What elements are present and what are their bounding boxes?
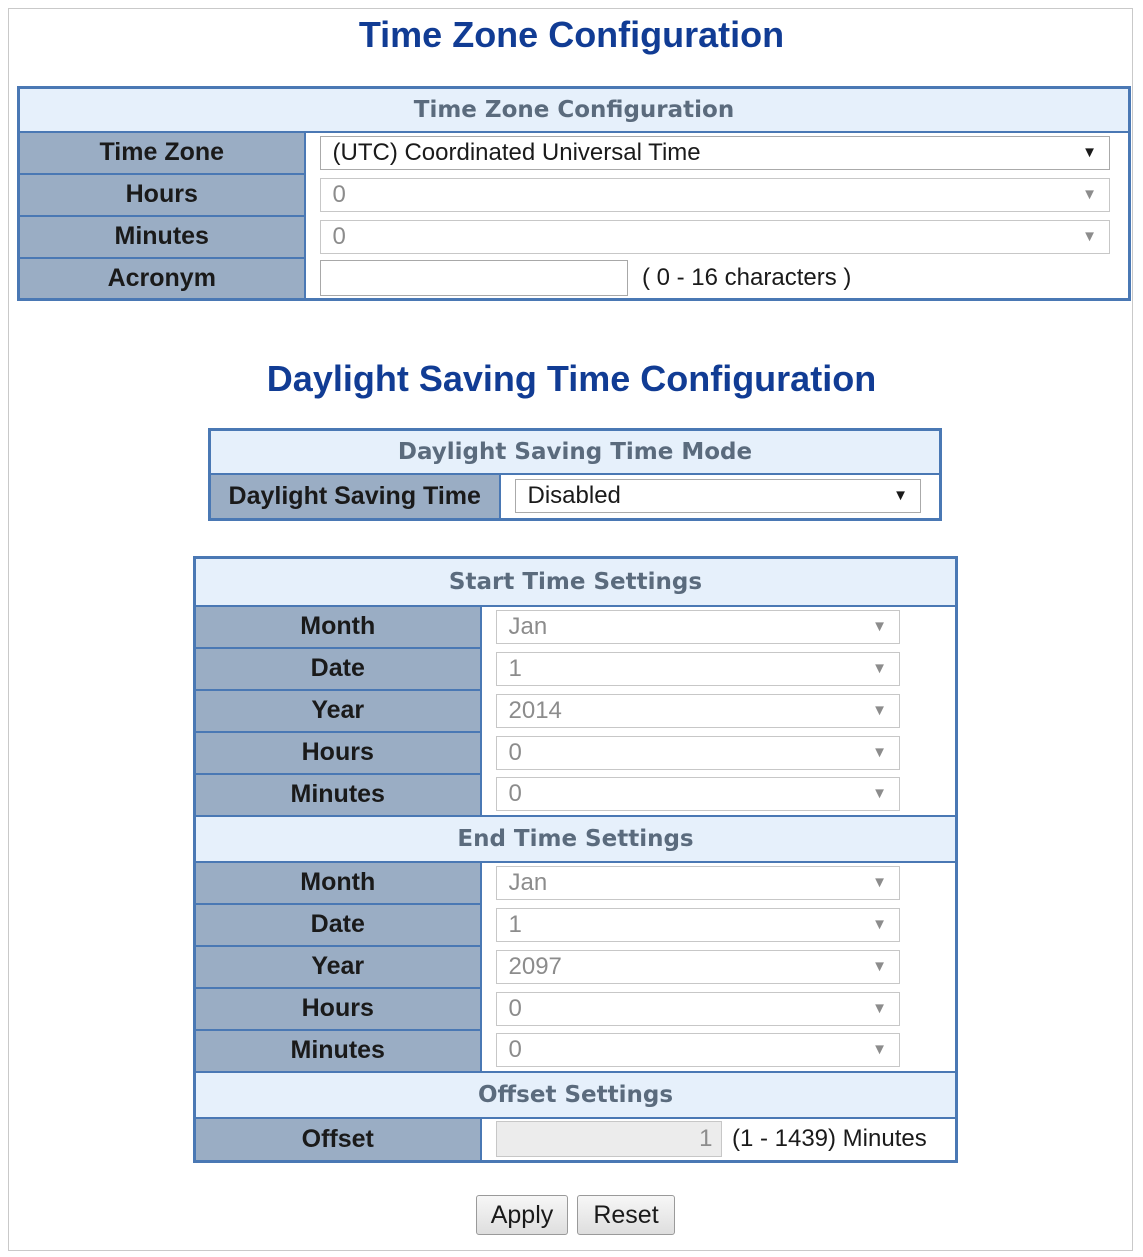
apply-button[interactable]: Apply (476, 1195, 568, 1235)
start-minutes-select[interactable] (496, 777, 901, 811)
start-month-label: Month (195, 606, 481, 648)
start-minutes-label: Minutes (195, 774, 481, 816)
chevron-down-icon: ▼ (872, 785, 887, 802)
start-year-select[interactable] (496, 694, 901, 728)
page-title: Time Zone Configuration (358, 14, 785, 55)
start-year-value: 2014 (508, 696, 562, 724)
chevron-down-icon: ▼ (872, 618, 887, 635)
start-date-value: 1 (508, 654, 522, 682)
start-hours-select[interactable] (496, 736, 901, 770)
end-month-value: Jan (508, 869, 548, 896)
dst-mode-table (208, 428, 942, 521)
acronym-label: Acronym (19, 258, 305, 300)
chevron-down-icon: ▼ (1082, 227, 1097, 245)
start-year-label: Year (195, 690, 481, 732)
acronym-input[interactable] (320, 260, 628, 296)
time-zone-value: (UTC) Coordinated Universal Time (332, 139, 701, 166)
end-hours-select[interactable] (496, 992, 901, 1026)
chevron-down-icon: ▼ (872, 659, 887, 677)
chevron-down-icon: ▼ (872, 915, 887, 933)
end-hours-label: Hours (195, 988, 481, 1030)
end-minutes-select[interactable] (496, 1033, 901, 1067)
end-minutes-label: Minutes (195, 1030, 481, 1072)
chevron-down-icon: ▼ (872, 1041, 887, 1058)
end-year-label: Year (195, 946, 481, 988)
time-zone-label: Time Zone (19, 132, 305, 174)
dst-select[interactable] (515, 479, 922, 513)
end-date-label: Date (195, 904, 481, 946)
chevron-down-icon: ▼ (1082, 144, 1097, 161)
start-hours-value: 0 (508, 738, 522, 766)
time-settings-table (193, 556, 958, 1163)
end-hours-value: 0 (508, 994, 522, 1022)
hours-select[interactable] (320, 178, 1111, 212)
dst-value: Disabled (527, 482, 621, 510)
end-time-header: End Time Settings (195, 816, 957, 862)
end-month-select[interactable] (496, 866, 901, 900)
start-month-value: Jan (508, 613, 548, 640)
offset-label: Offset (195, 1118, 481, 1162)
dst-title: Daylight Saving Time Configuration (266, 358, 877, 399)
end-year-value: 2097 (508, 952, 562, 980)
acronym-hint: ( 0 - 16 characters ) (641, 263, 852, 291)
chevron-down-icon: ▼ (872, 874, 887, 891)
chevron-down-icon: ▼ (872, 999, 887, 1017)
dst-mode-header: Daylight Saving Time Mode (210, 430, 941, 474)
hours-value: 0 (332, 180, 346, 208)
end-date-select[interactable] (496, 908, 901, 942)
minutes-label: Minutes (19, 216, 305, 258)
hours-label: Hours (19, 174, 305, 216)
offset-hint: (1 - 1439) Minutes (731, 1125, 927, 1153)
end-year-select[interactable] (496, 950, 901, 984)
time-zone-table (17, 86, 1131, 301)
time-zone-select[interactable] (320, 136, 1111, 170)
offset-input[interactable]: 1 (496, 1121, 722, 1157)
chevron-down-icon: ▼ (872, 957, 887, 975)
reset-button[interactable]: Reset (577, 1195, 675, 1235)
start-time-header: Start Time Settings (195, 558, 957, 606)
end-date-value: 1 (508, 910, 522, 938)
chevron-down-icon: ▼ (872, 701, 887, 719)
end-month-label: Month (195, 862, 481, 904)
end-minutes-value: 0 (508, 1036, 522, 1063)
start-hours-label: Hours (195, 732, 481, 774)
chevron-down-icon: ▼ (893, 487, 908, 505)
chevron-down-icon: ▼ (1082, 185, 1097, 203)
chevron-down-icon: ▼ (872, 743, 887, 761)
minutes-select[interactable] (320, 220, 1111, 254)
start-month-select[interactable] (496, 610, 901, 644)
dst-label: Daylight Saving Time (210, 474, 500, 520)
offset-header: Offset Settings (195, 1072, 957, 1118)
start-minutes-value: 0 (508, 780, 522, 807)
start-date-label: Date (195, 648, 481, 690)
time-zone-table-header: Time Zone Configuration (19, 88, 1130, 132)
minutes-value: 0 (332, 222, 346, 250)
start-date-select[interactable] (496, 652, 901, 686)
